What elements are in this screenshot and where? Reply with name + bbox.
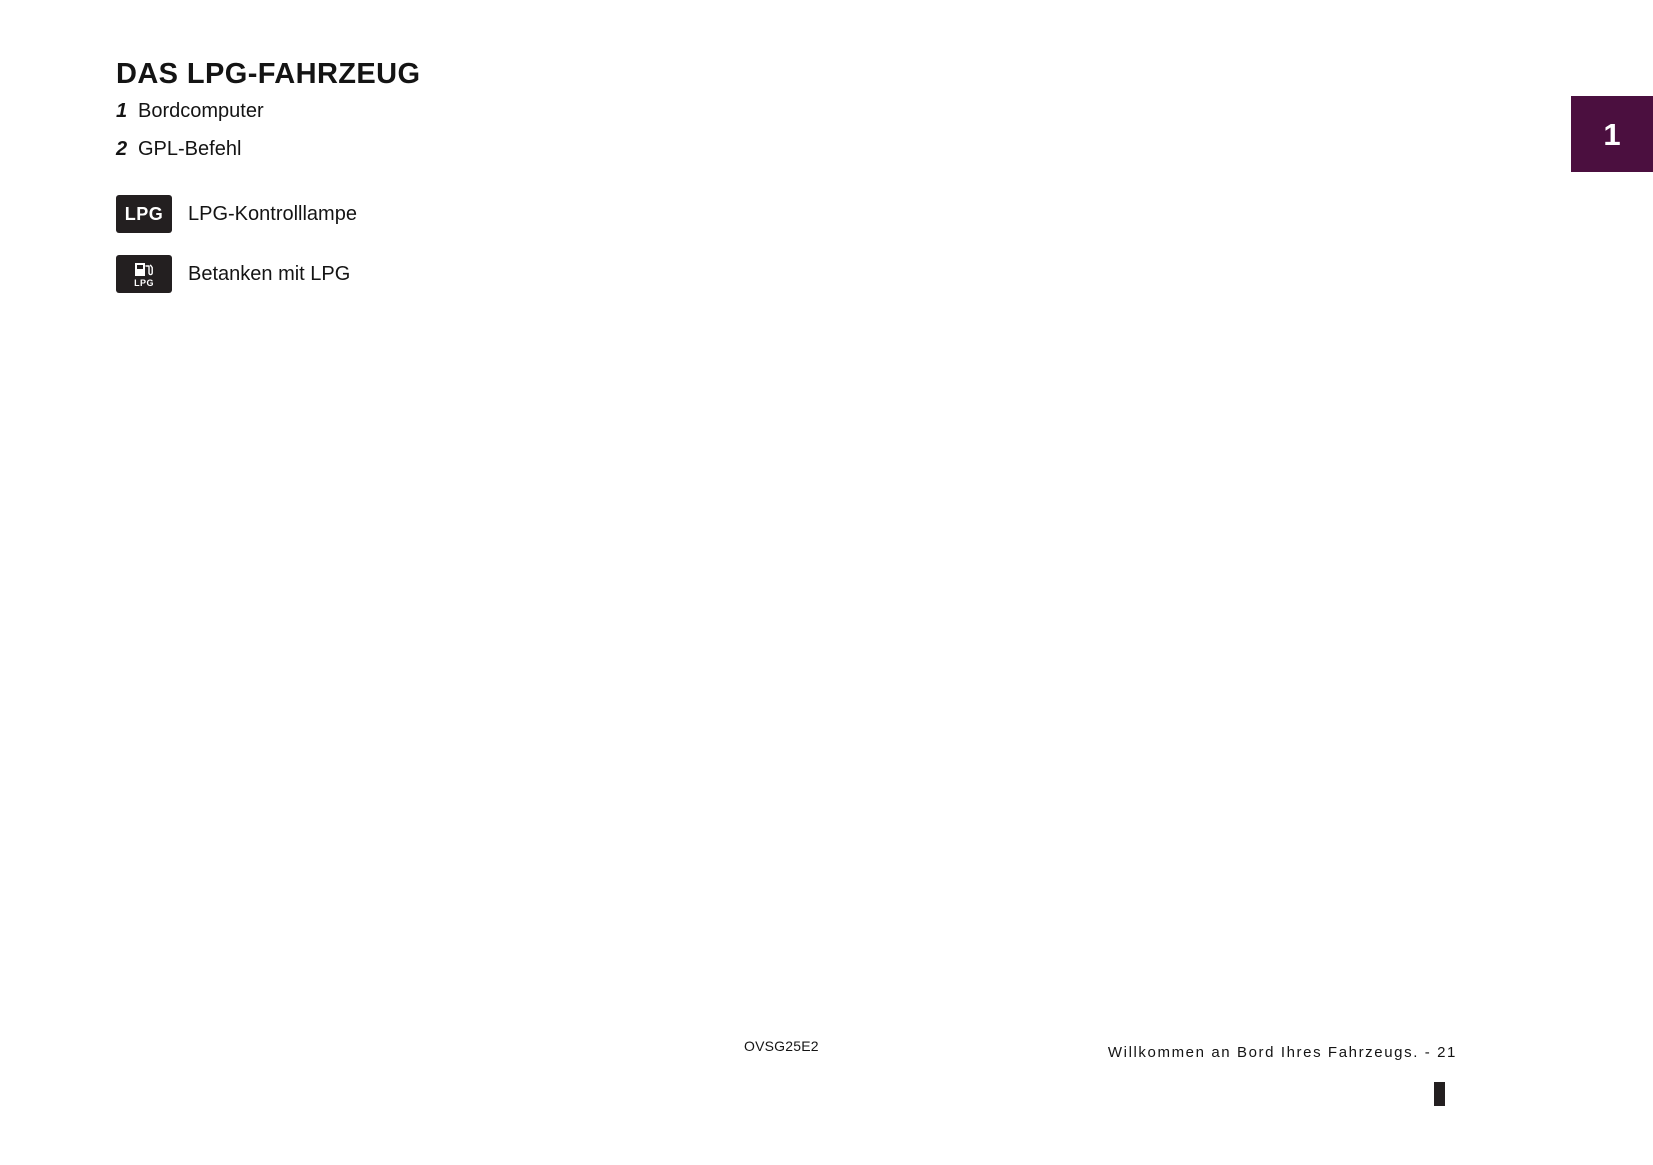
lpg-badge-icon [116, 195, 172, 233]
list-item-label: Bordcomputer [138, 100, 264, 122]
list-item[interactable] [116, 244, 876, 304]
list-item[interactable] [116, 184, 876, 244]
fuel-pump-glyph [134, 261, 154, 288]
page-title: DAS LPG-FAHRZEUG [116, 58, 421, 91]
icon-section-list [116, 184, 876, 304]
lpg-badge-icon-text: LPG [124, 204, 164, 224]
chapter-tab [1571, 96, 1653, 172]
list-item-number: 1 [116, 100, 128, 122]
document-code: OVSG25E2 [744, 1038, 819, 1054]
list-item-number: 2 [116, 138, 128, 160]
lpg-fuel-pump-icon-text: LPG [134, 277, 154, 288]
list-item[interactable] [116, 138, 816, 176]
section-list [116, 100, 816, 176]
list-item-label: LPG-Kontrolllampe [188, 202, 357, 225]
list-item[interactable] [116, 100, 816, 138]
footer-text: Willkommen an Bord Ihres Fahrzeugs. - 21 [1107, 1044, 1457, 1061]
footer-mark [1434, 1082, 1445, 1106]
list-item-label: Betanken mit LPG [188, 262, 351, 285]
lpg-fuel-pump-icon [116, 255, 172, 293]
list-item-label: GPL-Befehl [138, 138, 242, 160]
chapter-tab-number: 1 [1603, 116, 1621, 152]
